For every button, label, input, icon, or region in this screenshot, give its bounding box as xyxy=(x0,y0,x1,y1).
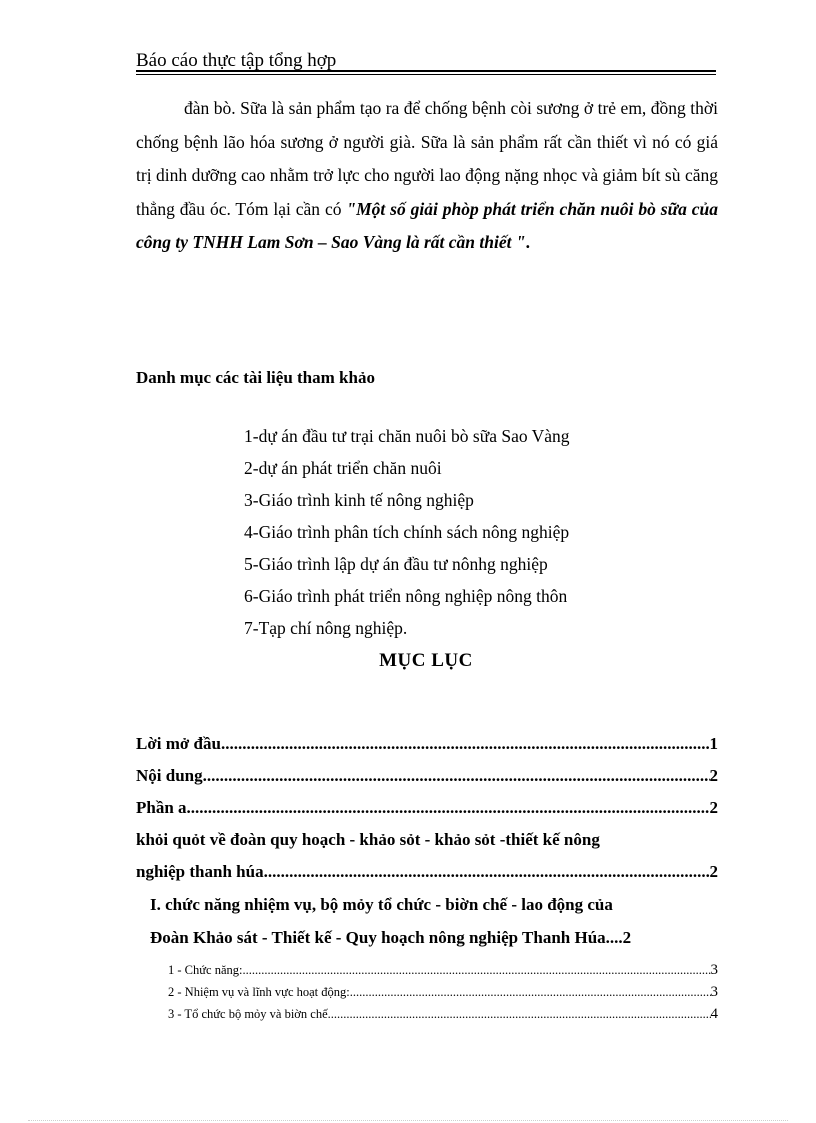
toc-entry-page: 2 xyxy=(709,798,718,817)
reference-item: 1-dự án đầu tư trại chăn nuôi bò sữa Sao Vàng xyxy=(244,426,570,446)
toc-entry xyxy=(136,766,718,786)
toc-sub-label: 1 - Chức năng: xyxy=(168,963,243,977)
reference-item: 3-Giáo trình kinh tế nông nghiệp xyxy=(244,490,474,510)
reference-item: 6-Giáo trình phát triển nông nghiệp nông thôn xyxy=(244,586,568,606)
toc-entry-label: Lời mở đầu xyxy=(136,734,221,753)
toc-leader-short: .... xyxy=(605,928,623,947)
toc-entry-page: 2 xyxy=(622,928,632,947)
reference-item: 2-dự án phát triển chăn nuôi xyxy=(244,458,442,478)
page-bottom-rule xyxy=(28,1120,788,1121)
toc-sub-entry xyxy=(168,1006,718,1023)
toc-entry-label: Phần a xyxy=(136,798,187,817)
toc-sub-label: 3 - Tổ chức bộ mỏy và biờn chế xyxy=(168,1007,328,1021)
toc-entry-page: 1 xyxy=(709,734,718,753)
reference-item: 4-Giáo trình phân tích chính sách nông nghiệp xyxy=(244,522,570,542)
paragraph-emphasis: "Một số giải phòp phát triển chăn nuôi bò sữa của công ty TNHH Lam Sơn – Sao Vàng là rất cần thiết " xyxy=(136,198,719,252)
toc-entry-page: 2 xyxy=(709,862,718,881)
paragraph-text: đàn bò. Sữa là sản phẩm tạo ra để chống bệnh còi sương ở trẻ em, đồng thời chống bệnh lão hóa sương ở người già. Sữa là sản phẩm rất cần thiết vì nó có giá trị dinh dưỡng cao nhằm trở lực cho người lao động nặng nhọc và giảm bít sù căng thẳng đầu óc. Tóm lại cần có xyxy=(136,98,718,219)
toc-entry xyxy=(150,928,718,948)
toc-entry-label: Đoàn Khảo sát - Thiết kế - Quy hoạch nông nghiệp Thanh Húa xyxy=(150,928,606,947)
reference-item: 5-Giáo trình lập dự án đầu tư nônhg nghiệp xyxy=(244,554,548,574)
page-header xyxy=(136,48,716,74)
references-title: Danh mục các tài liệu tham khảo xyxy=(136,368,375,387)
toc-leader xyxy=(264,862,710,882)
paragraph-end: . xyxy=(525,232,530,252)
toc-sub-label: 2 - Nhiệm vụ và lĩnh vực hoạt động: xyxy=(168,985,350,999)
toc-entry-label: Nội dung xyxy=(136,766,203,785)
references-list xyxy=(244,420,570,644)
reference-item: 7-Tạp chí nông nghiệp. xyxy=(244,618,408,638)
toc-leader xyxy=(221,734,710,754)
body-paragraph xyxy=(136,92,718,260)
toc-entry-page: 2 xyxy=(709,766,718,785)
toc-sub-entry xyxy=(168,962,718,979)
toc-leader xyxy=(350,985,711,1000)
header-rule xyxy=(136,70,716,75)
toc-entry-label: nghiệp thanh húa xyxy=(136,862,264,881)
toc-sub-page: 3 xyxy=(710,962,718,978)
toc-entry-continued: khỏi quỏt về đoàn quy hoạch - khảo sỏt - khảo sỏt -thiết kế nông xyxy=(136,830,600,849)
toc-entry-continued: I. chức năng nhiệm vụ, bộ mỏy tổ chức - biờn chế - lao động của xyxy=(150,895,613,914)
toc-leader xyxy=(203,766,710,786)
header-title: Báo cáo thực tập tổng hợp xyxy=(136,50,337,71)
toc-sub-entry xyxy=(168,984,718,1001)
toc-leader xyxy=(328,1007,711,1022)
toc-sub-page: 4 xyxy=(710,1006,718,1022)
toc-leader xyxy=(187,798,710,818)
toc-entry xyxy=(136,862,718,882)
toc-sub-page: 3 xyxy=(710,984,718,1000)
toc-leader xyxy=(242,963,710,978)
toc-title: MỤC LỤC xyxy=(379,650,473,671)
toc-entry xyxy=(136,798,718,818)
toc-entry xyxy=(136,734,718,754)
